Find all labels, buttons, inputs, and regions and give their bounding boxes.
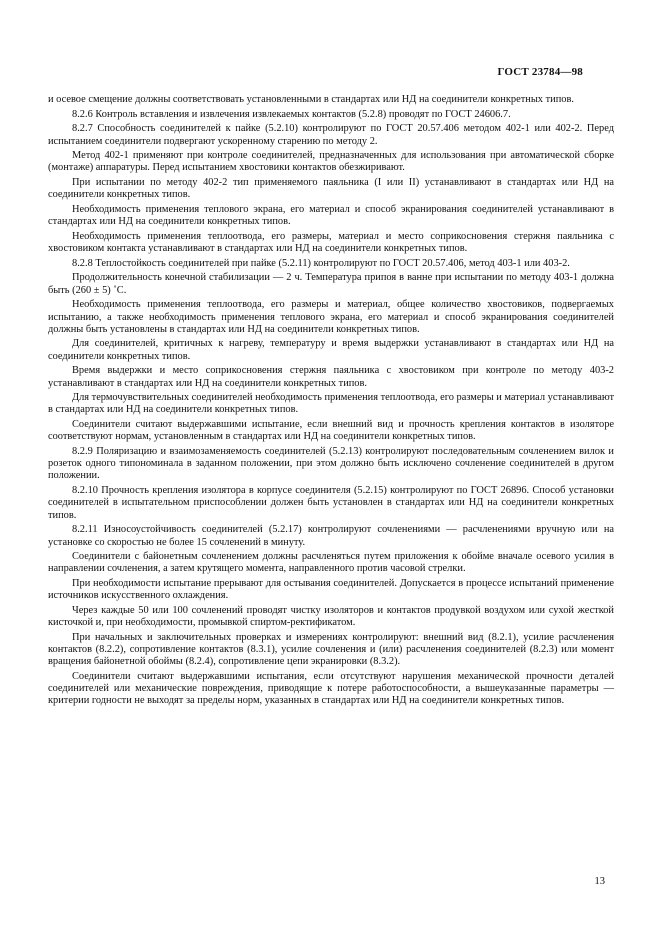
paragraph: Соединители считают выдержавшими испытание, если внешний вид и прочность крепления контактов в изоляторе соответствуют нормам, установленным в стандартах или НД на соединители конкретных типов. (48, 419, 614, 443)
paragraph: 8.2.8 Теплостойкость соединителей при пайке (5.2.11) контролируют по ГОСТ 20.57.406, метод 403-1 или 403-2. (72, 257, 570, 269)
paragraph: Для термочувствительных соединителей необходимость применения теплоотвода, его размеры и материал устанавливают в стандартах или НД на соединители конкретных типов. (48, 392, 614, 416)
paragraph: Необходимость применения теплоотвода, его размеры, материал и место соприкосновения стержня паяльника с хвостовиком контакта устанавливают в стандартах или НД на соединители конкретных типов. (48, 230, 614, 255)
paragraph: Для соединителей, критичных к нагреву, температуру и время выдержки устанавливают в стандартах или НД на соединители конкретных типов. (48, 338, 614, 362)
paragraph: 8.2.11 Износоустойчивость соединителей (5.2.17) контролируют сочленениями — расчленениями вручную или на установке со скоростью не более 15 сочленений в минуту. (48, 524, 614, 548)
page-number: 13 (594, 876, 605, 887)
paragraph: 8.2.10 Прочность крепления изолятора в корпусе соединителя (5.2.15) контролируют по ГОСТ 26896. Способ установки соединителей в испытательном приспособлении должен быть установлен в стандартах или НД на соединители конкретных типов. (48, 485, 614, 521)
paragraph: 8.2.6 Контроль вставления и извлечения извлекаемых контактов (5.2.8) проводят по ГОСТ 24606.7. (72, 108, 511, 120)
paragraph: Метод 402-1 применяют при контроле соединителей, предназначенных для использования при автоматической сборке (монтаже) аппаратуры. Перед испытанием хвостовики контактов обезжиривают. (48, 150, 614, 174)
body-text (48, 94, 614, 710)
paragraph: Через каждые 50 или 100 сочленений проводят чистку изоляторов и контактов продувкой воздухом или сухой жесткой кисточкой и, при необходимости, промывкой спиртом-ректификатом. (48, 604, 614, 629)
page-header: ГОСТ 23784—98 (497, 66, 583, 78)
paragraph: Необходимость применения теплоотвода, его размеры и материал, общее количество хвостовиков, подвергаемых испытанию, а также необходимость применения теплового экрана, его материал и способ экранирования соединителей должны быть установлены в стандартах или НД на соединители конкретных типов. (48, 299, 614, 335)
paragraph: При необходимости испытание прерывают для остывания соединителей. Допускается в процессе испытаний применение источников искусственного охлаждения. (48, 578, 614, 602)
paragraph: Соединители с байонетным сочленением должны расчленяться путем приложения к обойме вначале осевого усилия в направлении сочленения, а затем крутящего момента, направленного против часовой стрелки. (48, 551, 614, 575)
paragraph: При испытании по методу 402-2 тип применяемого паяльника (I или II) устанавливают в стандартах или НД на соединители конкретных типов. (48, 177, 614, 201)
paragraph: 8.2.9 Поляризацию и взаимозаменяемость соединителей (5.2.13) контролируют последовательным сочленением вилок и розеток одного типономинала в заданном положении, при этом должно быть исключено сочленение соединителей в другом положении. (48, 445, 614, 482)
paragraph: 8.2.7 Способность соединителей к пайке (5.2.10) контролируют по ГОСТ 20.57.406 методом 402-1 или 402-2. Перед испытанием соединители подвергают ускоренному старению по методу 2. (48, 123, 614, 147)
paragraph: Продолжительность конечной стабилизации — 2 ч. Температура припоя в ванне при испытании по методу 403-1 должна быть (260 ± 5) ˚С. (48, 272, 614, 296)
paragraph: Соединители считают выдержавшими испытания, если отсутствуют нарушения механической прочности деталей соединителей или механические повреждения, приводящие к потере работоспособности, а вышеуказанные параметры — критерии годности не выходят за пределы норм, указанных в стандартах или НД на соединители конкретных типов. (48, 670, 614, 707)
paragraph: и осевое смещение должны соответствовать установленными в стандартах или НД на соединители конкретных типов. (48, 94, 574, 105)
paragraph: Время выдержки и место соприкосновения стержня паяльника с хвостовиком при контроле по методу 403-2 устанавливают в стандартах или НД на соединители конкретных типов. (48, 365, 614, 389)
paragraph: Необходимость применения теплового экрана, его материал и способ экранирования соединителей устанавливают в стандартах или НД на соединители конкретных типов. (48, 203, 614, 228)
paragraph: При начальных и заключительных проверках и измерениях контролируют: внешний вид (8.2.1), усилие расчленения контактов (8.2.2), сопротивление контактов (8.3.1), усилие сочленения и (или) расчленения соединителей (8.2.3) или момент вращения байонетной обоймы (8.2.4), сопротивление цепи экранировки (8.3.2). (48, 631, 614, 668)
